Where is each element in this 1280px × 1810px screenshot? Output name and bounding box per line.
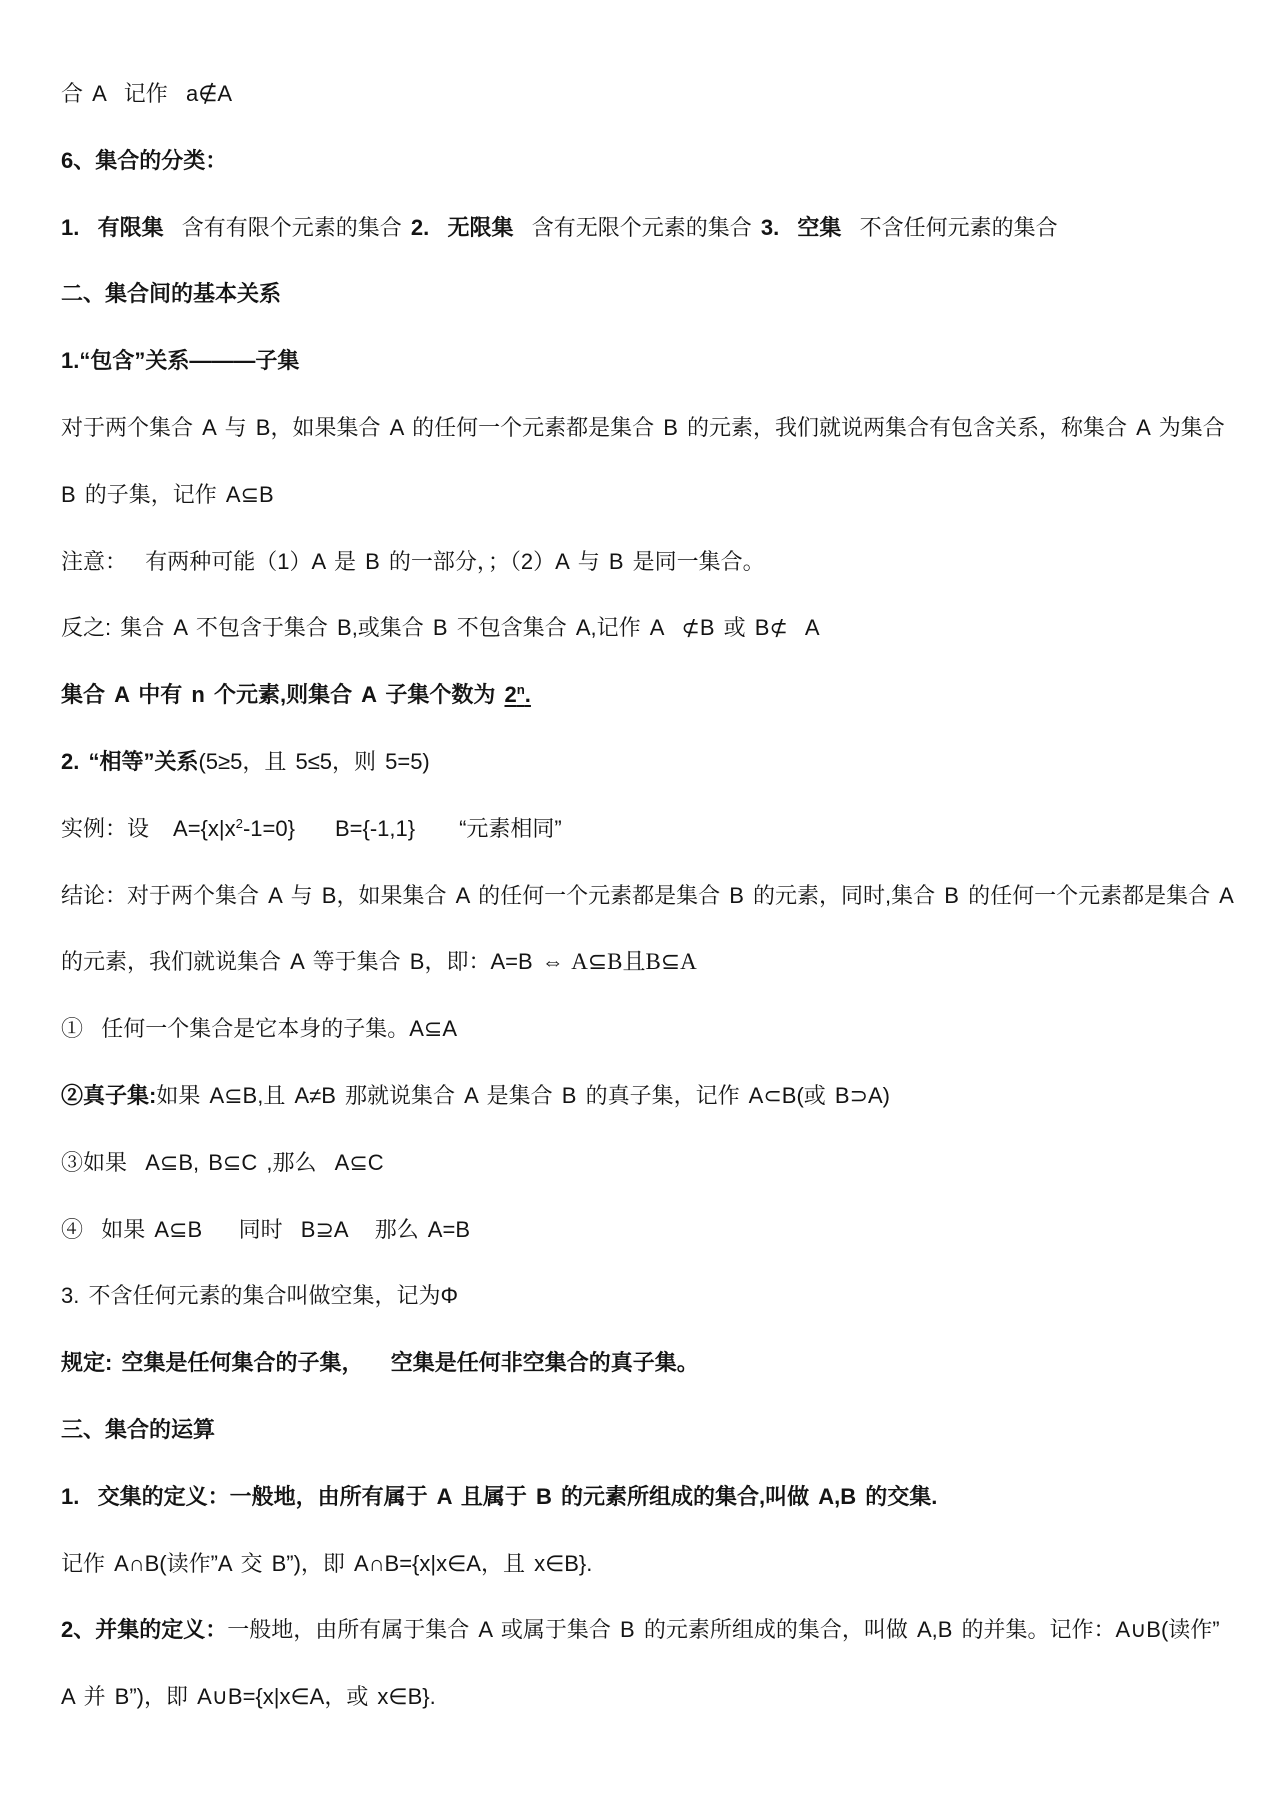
text-line-intersection-notation: 记作 A∩B(读作”A 交 B”)，即 A∩B={x|x∈A，且 x∈B}. [61,1550,593,1576]
iff-symbol: ⇔ [541,949,564,975]
definition-finite-set: 含有有限个元素的集合 [163,214,411,240]
text-line-intersection-definition: 1. 交集的定义：一般地，由所有属于 A 且属于 B 的元素所组成的集合,叫做 A,B 的交集. [61,1483,938,1509]
heading-set-classification: 6、集合的分类： [61,147,228,173]
formula-base: 2 [504,682,517,708]
heading-set-operations: 三、集合的运算 [61,1416,216,1442]
subset-count-formula [504,682,530,707]
text-line-subset-definition: 对于两个集合 A 与 B，如果集合 A 的任何一个元素都是集合 B 的元素，我们就说两集合有包含关系，称集合 A 为集合 [61,414,1225,440]
term-union: 2、并集的定义： [61,1617,228,1643]
text-line-subset-notation: B 的子集，记作 A⊆B [61,481,274,507]
list-item-self-subset: ① 任何一个集合是它本身的子集。A⊆A [61,1016,458,1042]
instance-label: 实例：设 [61,815,150,841]
list-item-proper-subset [61,1063,1273,1130]
same-elements-note: “元素相同” [459,815,562,841]
definition-empty-set: 不含任何元素的集合 [841,214,1058,240]
set-a-definition-start: A={x|x [173,815,236,841]
term-infinite-set: 2. 无限集 [410,214,514,240]
heading-basic-relations: 二、集合间的基本关系 [61,281,282,307]
text-line-not-member-notation: 合 A 记作 a∉A [61,81,233,106]
set-b-definition: B={-1,1} [334,815,416,841]
equality-conclusion-text: 的元素，我们就说集合 A 等于集合 B，即：A=B [61,949,542,975]
text-line-equality-formula [61,929,1273,996]
heading-equality-relation: 2. “相等”关系 [61,748,199,774]
formula-period: . [524,682,531,708]
text-line-union-notation: A 并 B”)，即 A∪B={x|x∈A，或 x∈B}. [61,1684,436,1710]
term-finite-set: 1. 有限集 [61,214,164,240]
text-line-not-subset: 反之: 集合 A 不包含于集合 B,或集合 B 不包含集合 A,记作 A ⊄B 或 B⊄ A [61,615,820,641]
definition-proper-subset: 如果 A⊆B,且 A≠B 那就说集合 A 是集合 B 的真子集，记作 A⊂B(或 B⊃A) [156,1082,891,1108]
mutual-subset-formula: A⊆B且B⊆A [563,949,697,975]
equality-example: (5≥5，且 5≤5，则 5=5) [198,748,430,774]
set-a-definition-end: -1=0} [242,815,295,841]
term-proper-subset: ②真子集: [61,1082,157,1108]
text-line-equality-conclusion: 结论：对于两个集合 A 与 B，如果集合 A 的任何一个元素都是集合 B 的元素，同时,集合 B 的任何一个元素都是集合 A [61,882,1234,908]
text-line-equality-instance [61,796,1273,863]
list-item-transitivity: ③如果 A⊆B, B⊆C ,那么 A⊆C [61,1149,384,1175]
heading-subset-relation: 1.“包含”关系———子集 [61,348,300,374]
text-line-empty-set: 3. 不含任何元素的集合叫做空集，记为Φ [61,1283,459,1309]
text-line-set-types [61,195,1273,262]
text-line-subset-count [61,662,1273,729]
set-a-exponent: 2 [235,815,243,831]
text-line-union-definition [61,1597,1273,1664]
term-empty-set: 3. 空集 [760,214,842,240]
definition-infinite-set: 含有无限个元素的集合 [513,214,761,240]
text-line-empty-set-rule: 规定: 空集是任何集合的子集， 空集是任何非空集合的真子集。 [61,1350,699,1376]
subset-count-text: 集合 A 中有 n 个元素,则集合 A 子集个数为 [61,682,505,708]
text-line-subset-note: 注意： 有两种可能（1）A 是 B 的一部分，；（2）A 与 B 是同一集合。 [61,548,765,574]
text-line-equality-relation [61,729,1273,796]
list-item-antisymmetry: ④ 如果 A⊆B 同时 B⊇A 那么 A=B [61,1216,471,1242]
definition-union: 一般地，由所有属于集合 A 或属于集合 B 的元素所组成的集合，叫做 A,B 的并集。记作：A∪B(读作” [227,1617,1220,1643]
formula-exponent: n [516,682,525,698]
